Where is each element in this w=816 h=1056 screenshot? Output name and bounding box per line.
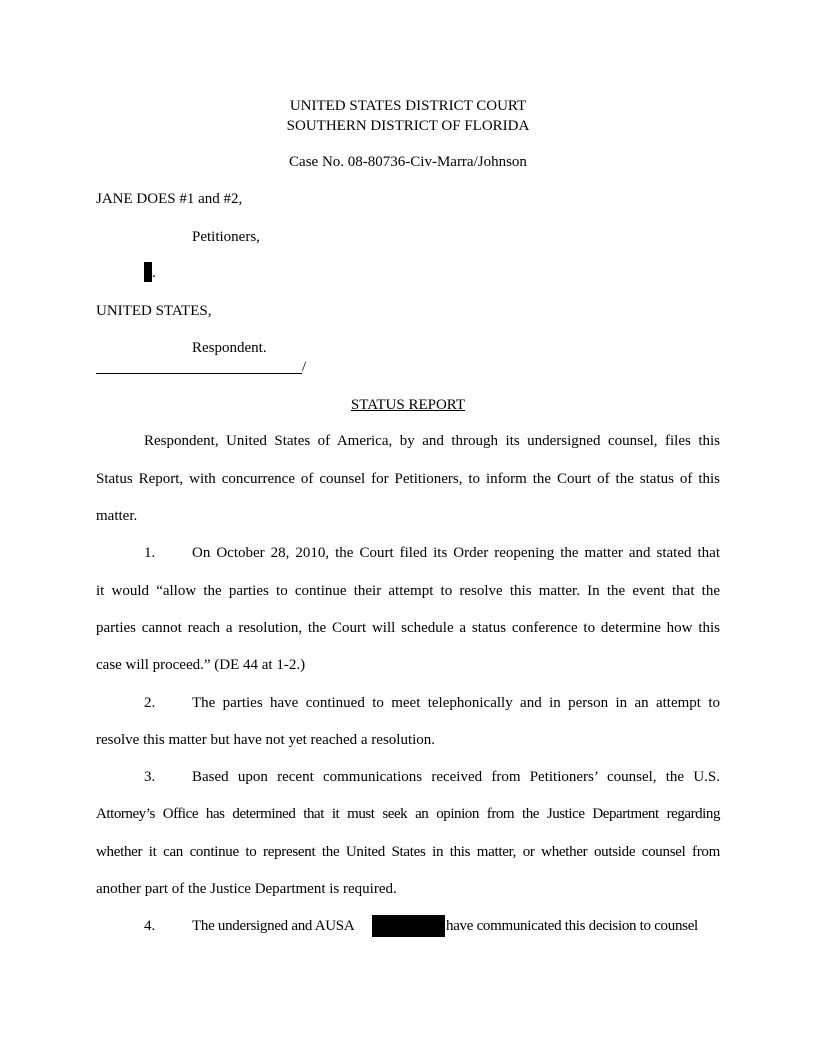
paragraph-2-line-1: The parties have continued to meet telephonically and in person in an attempt to [192,695,720,711]
court-name-line1: UNITED STATES DISTRICT COURT [289,98,527,114]
paragraph-2-line-2: resolve this matter but have not yet reached a resolution. [96,732,436,748]
paragraph-3-line-1: Based upon recent communications received from Petitioners’ counsel, the U.S. [192,769,720,785]
paragraph-3-line-2: Attorney’s Office has determined that it must seek an opinion from the Justice Department regarding [96,806,720,822]
petitioners-name: JANE DOES #1 and #2, [96,191,243,207]
paragraph-1-line-1: On October 28, 2010, the Court filed its Order reopening the matter and stated that [192,545,720,561]
paragraph-3-number: 3. [144,769,156,785]
intro-line-3: matter. [96,508,138,524]
paragraph-1-line-2: it would “allow the parties to continue their attempt to resolve this matter. In the event that the [96,583,720,599]
paragraph-4-number: 4. [144,918,156,934]
case-number: Case No. 08-80736-Civ-Marra/Johnson [289,154,527,170]
paragraph-1-line-3: parties cannot reach a resolution, the Court will schedule a status conference to determine how this [96,620,720,636]
petitioners-label: Petitioners, [192,229,260,245]
paragraph-2-number: 2. [144,695,156,711]
paragraph-3-line-4: another part of the Justice Department is required. [96,881,397,897]
caption-signature-line [96,373,302,374]
respondent-name: UNITED STATES, [96,303,212,319]
paragraph-4-text-after: have communicated this decision to counsel [446,918,698,934]
paragraph-3-line-3: whether it can continue to represent the United States in this matter, or whether outside counsel from [96,844,720,860]
document-title: STATUS REPORT [350,397,466,413]
intro-line-2: Status Report, with concurrence of counsel for Petitioners, to inform the Court of the status of this [96,471,720,487]
intro-line-1: Respondent, United States of America, by and through its undersigned counsel, files this [144,433,720,449]
redaction-box [144,262,152,282]
court-name-line2: SOUTHERN DISTRICT OF FLORIDA [286,118,530,134]
paragraph-4-text-before: The undersigned and AUSA [192,918,355,934]
paragraph-1-number: 1. [144,545,156,561]
caption-slash: / [302,359,307,375]
paragraph-1-line-4: case will proceed.” (DE 44 at 1-2.) [96,657,306,673]
respondent-label: Respondent. [192,340,267,356]
redaction-box [372,915,445,937]
versus-suffix: . [152,265,156,281]
